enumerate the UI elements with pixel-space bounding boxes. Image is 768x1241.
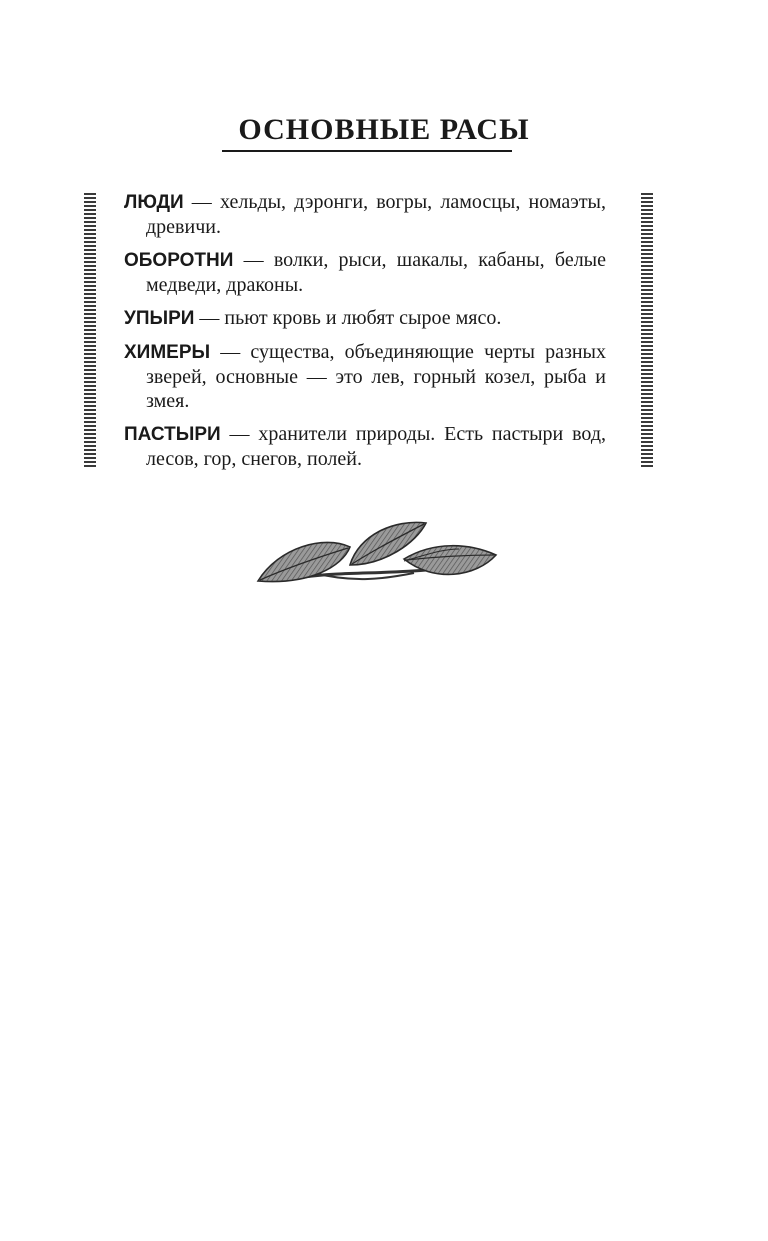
- race-entry-chimeras: [124, 340, 606, 413]
- race-description: — хельды, дэронги, вогры, ламосцы, номаэты, древичи.: [146, 191, 606, 238]
- races-list: [124, 190, 606, 480]
- race-description: — пьют кровь и любят сырое мясо.: [194, 307, 502, 329]
- race-term: УПЫРИ: [124, 308, 195, 329]
- race-entry-people: [124, 190, 606, 239]
- race-entry-werewolves: [124, 248, 606, 297]
- race-term: ЛЮДИ: [124, 192, 184, 213]
- race-term: ПАСТЫРИ: [124, 424, 221, 445]
- race-term: ХИМЕРЫ: [124, 342, 211, 363]
- race-entry-ghouls: [124, 306, 606, 331]
- race-term: ОБОРОТНИ: [124, 250, 234, 271]
- leaf-branch-icon: [254, 515, 500, 595]
- title-underline: [222, 150, 512, 152]
- race-entry-shepherds: [124, 422, 606, 471]
- race-description: — волки, рыси, шакалы, кабаны, белые медведи, драконы.: [146, 249, 606, 296]
- race-description: — существа, объединяющие черты разных зверей, основные — это лев, горный козел, рыба и змея.: [146, 341, 606, 412]
- right-decorative-border: [641, 193, 653, 469]
- race-description: — хранители природы. Есть пастыри вод, лесов, гор, снегов, полей.: [146, 423, 606, 470]
- left-decorative-border: [84, 193, 96, 469]
- page-title: ОСНОВНЫЕ РАСЫ: [238, 113, 530, 146]
